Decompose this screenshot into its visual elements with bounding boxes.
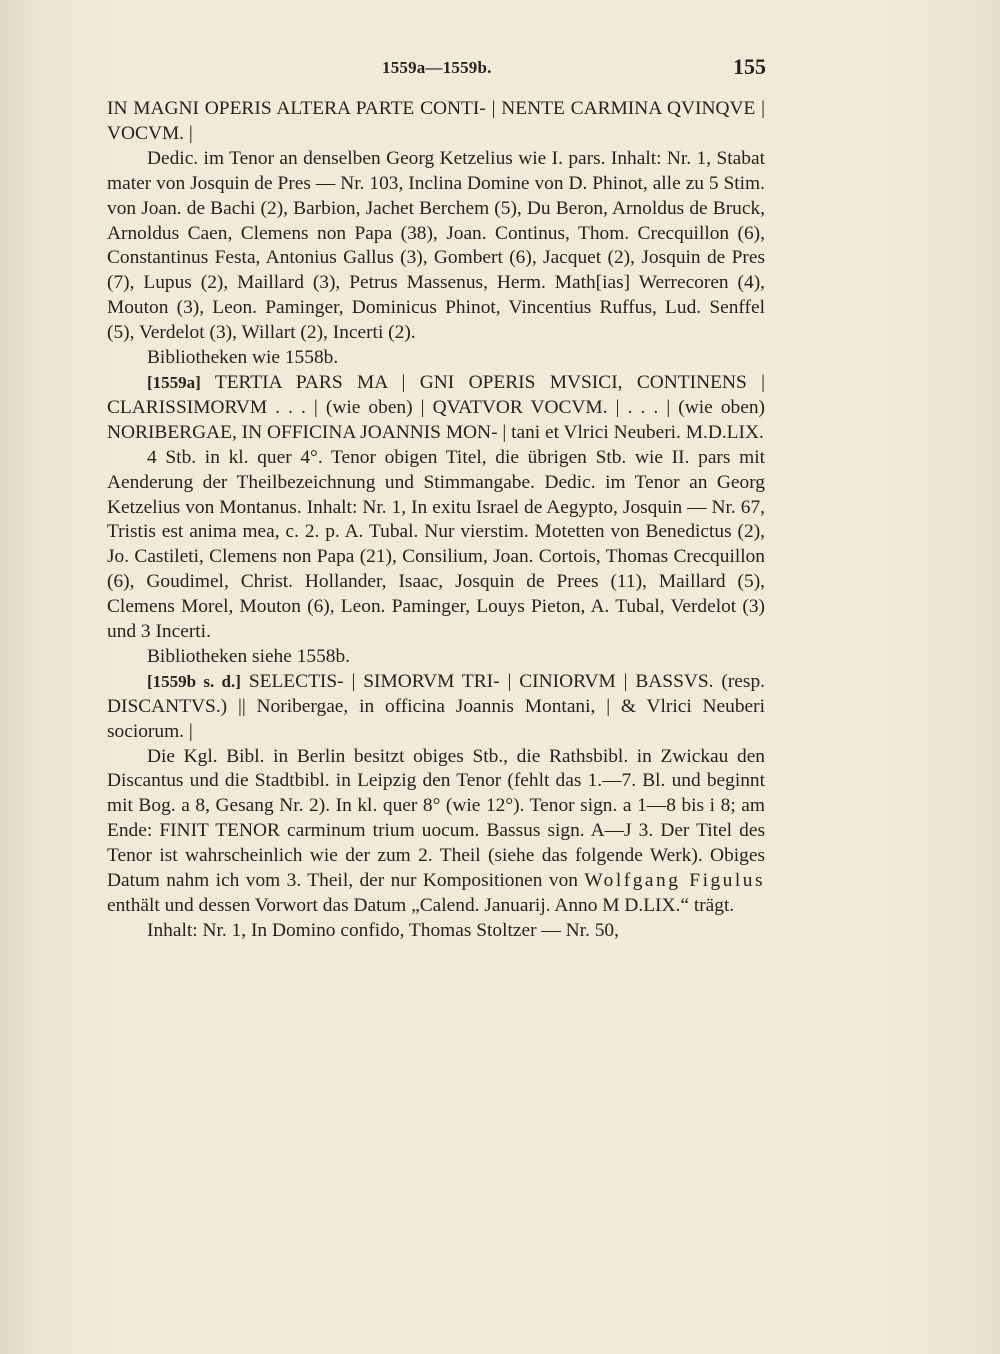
entry-title: [107, 97, 765, 147]
composer-name: Wolfgang Figulus: [584, 870, 765, 892]
entry-1559b-description: [107, 745, 765, 919]
entry-description: [107, 147, 765, 346]
description-end-text: enthält und dessen Vorwort das Datum „Calend. Januarij. Anno M D.LIX.“ trägt.: [107, 895, 735, 916]
libraries-note: Bibliotheken siehe 1558b.: [147, 645, 351, 667]
entry-1559a-description: [107, 446, 765, 645]
page-number: 155: [733, 54, 766, 79]
format-text: 4 Stb. in kl. quer 4°. Tenor obigen Titel, die übrigen Stb. wie II. pars mit Aenderung der Theilbezeichnung und Stimmangabe. Dedic. im Tenor an Georg Ketzelius von Montanus.: [107, 446, 765, 518]
contents-text: Inhalt: Nr. 1, In exitu Israel de Aegypto, Josquin — Nr. 67, Tristis est anima mea, c. 2. p. A. Tubal. Nur vierstim. Motetten von Benedictus (2), Jo. Castileti, Clemens non Papa (21), Consilium, Joan. Cortois, Thomas Crecquillon (6), Goudimel, Christ. Hollander, Isaac, Josquin de Prees (11), Maillard (5), Clemens Morel, Mouton (6), Leon. Paminger, Louys Pieton, A. Tubal, Verdelot (3) und 3 Incerti.: [107, 496, 765, 643]
entry-1559b-title: [107, 670, 765, 745]
libraries-note: Bibliotheken wie 1558b.: [147, 347, 339, 369]
entry-title-text: SELECTIS- | SIMORVM TRI- | CINIORVM | BASSVS. (resp. DISCANTVS.) || Noribergae, in officina Joannis Montani, | & Vlrici Neuberi sociorum. |: [107, 670, 765, 742]
entry-mark: [1559a]: [147, 372, 201, 392]
page-body: [107, 97, 765, 944]
contents-text: Inhalt: Nr. 1, Stabat mater von Josquin de Pres — Nr. 103, Inclina Domine von D. Phinot, alle zu 5 Stim. von Joan. de Bachi (2), Barbion, Jachet Berchem (5), Du Beron, Arnoldus de Bruck, Arnoldus Caen, Clemens non Papa (38), Joan. Continus, Thom. Crecquillon (6), Constantinus Festa, Antonius Gallus (3), Gombert (6), Jacquet (2), Josquin de Pres (7), Lupus (2), Maillard (3), Petrus Massenus, Herm. Math[ias] Werrecoren (4), Mouton (3), Leon. Paminger, Dominicus Phinot, Vincentius Ruffus, Lud. Senffel (5), Verdelot (3), Willart (2), Incerti (2).: [107, 147, 765, 344]
entry-title-text: TERTIA PARS MA | GNI OPERIS MVSICI, CONTINENS | CLARISSIMORVM . . . | (wie oben) | QVATVOR VOCVM. | . . . | (wie oben) NORIBERGAE, IN OFFICINA JOANNIS MON- | tani et Vlrici Neuberi. M.D.LIX.: [107, 371, 765, 443]
entry-1559b-contents: Inhalt: Nr. 1, In Domino confido, Thomas Stoltzer — Nr. 50,: [147, 919, 619, 941]
entry-title-text: IN MAGNI OPERIS ALTERA PARTE CONTI- | NENTE CARMINA QVINQVE | VOCVM. |: [107, 98, 765, 144]
dedication-text: Dedic. im Tenor an denselben Georg Ketzelius wie I. pars.: [147, 147, 606, 169]
description-text: Die Kgl. Bibl. in Berlin besitzt obiges Stb., die Rathsbibl. in Zwickau den Discantus und die Stadtbibl. in Leipzig den Tenor (fehlt das 1.—7. Bl. und beginnt mit Bog. a 8, Gesang Nr. 2). In kl. quer 8° (wie 12°). Tenor sign. a 1—8 bis i 8; am Ende: FINIT TENOR carminum trium uocum. Bassus sign. A—J 3. Der Titel des Tenor ist wahrscheinlich wie der zum 2. Theil (siehe das folgende Werk). Obiges Datum nahm ich vom 3. Theil, der nur Kompositionen von: [107, 745, 765, 892]
running-title: 1559a—1559b.: [382, 58, 492, 77]
page-header: [106, 54, 766, 88]
entry-mark: [1559b s. d.]: [147, 671, 241, 691]
entry-1559a-title: [107, 371, 765, 446]
